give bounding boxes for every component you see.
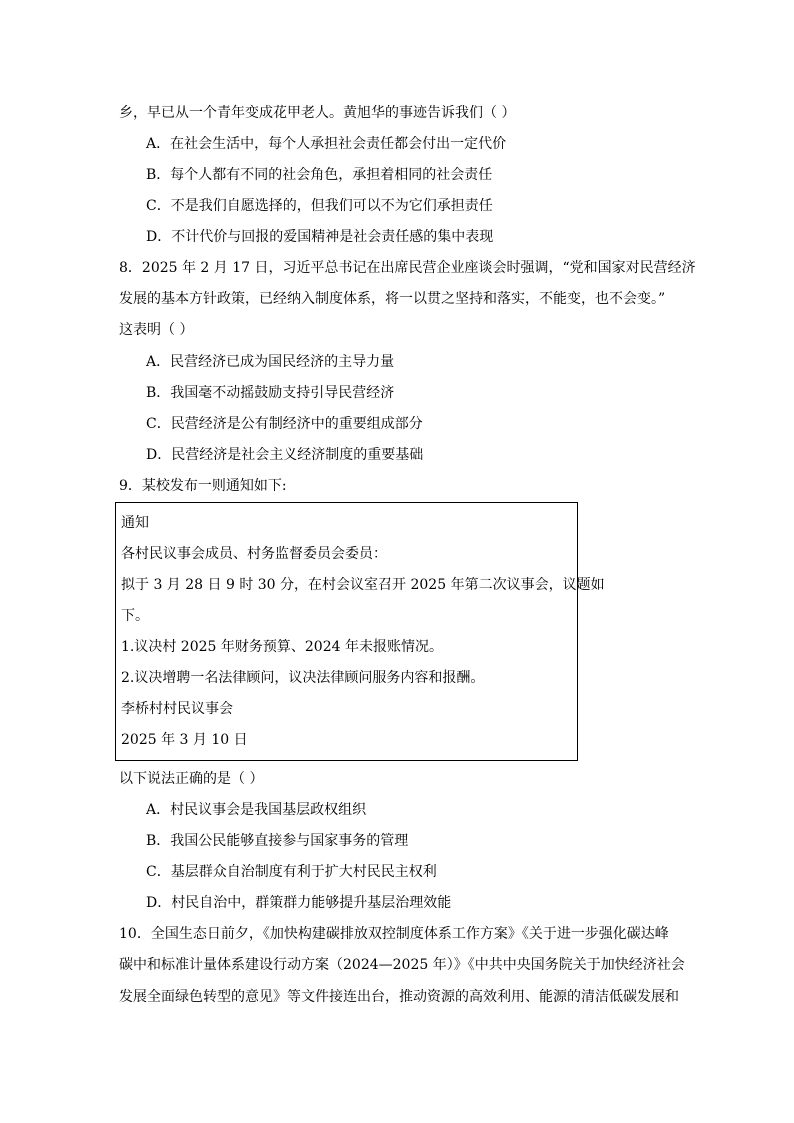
- notice-box: [115, 502, 605, 761]
- q8-stem-line-1: 8．2025 年 2 月 17 日，习近平总书记在出席民营企业座谈会时强调，“党和国家对民营经济: [119, 260, 696, 276]
- q7-option-d: D．不计代价与回报的爱国精神是社会责任感的集中表现: [146, 229, 494, 245]
- q9-option-c: C．基层群众自治制度有利于扩大村民民主权利: [146, 864, 437, 880]
- q10-stem-line-1: 10．全国生态日前夕，《加快构建碳排放双控制度体系工作方案》《关于进一步强化碳达峰: [119, 926, 669, 942]
- notice-signer: 李桥村村民议事会: [121, 701, 233, 717]
- q8-option-c: C．民营经济是公有制经济中的重要组成部分: [146, 416, 423, 432]
- q8-option-d: D．民营经济是社会主义经济制度的重要基础: [146, 447, 424, 463]
- notice-item-1: 1.议决村 2025 年财务预算、2024 年未报账情况。: [121, 639, 443, 655]
- q7-option-c: C．不是我们自愿选择的，但我们可以不为它们承担责任: [146, 198, 493, 214]
- q8-option-a: A．民营经济已成为国民经济的主导力量: [146, 354, 395, 370]
- q9-option-d: D．村民自治中，群策群力能够提升基层治理效能: [146, 895, 452, 911]
- q7-option-b: B．每个人都有不同的社会角色，承担着相同的社会责任: [146, 167, 493, 183]
- notice-item-2: 2.议决增聘一名法律顾问，议决法律顾问服务内容和报酬。: [121, 670, 485, 686]
- q9-question: 以下说法正确的是（ ）: [119, 771, 264, 787]
- q8-option-b: B．我国毫不动摇鼓励支持引导民营经济: [146, 385, 395, 401]
- q7-stem-continuation: 乡，早已从一个青年变成花甲老人。黄旭华的事迹告诉我们（ ）: [119, 105, 516, 121]
- q7-option-a: A．在社会生活中，每个人承担社会责任都会付出一定代价: [146, 136, 507, 152]
- q8-stem-line-2: 发展的基本方针政策，已经纳入制度体系，将一以贯之坚持和落实，不能变，也不会变。”: [119, 291, 666, 307]
- notice-body-line-1: 拟于 3 月 28 日 9 时 30 分，在村会议室召开 2025 年第二次议事会，议题如: [121, 577, 605, 593]
- q10-stem-line-2: 碳中和标准计量体系建设行动方案（2024—2025 年）》《中共中央国务院关于加快经济社会: [119, 957, 685, 973]
- notice-body-line-2: 下。: [121, 608, 149, 624]
- q10-stem-line-3: 发展全面绿色转型的意见》等文件接连出台，推动资源的高效利用、能源的清洁低碳发展和: [119, 989, 679, 1005]
- notice-date: 2025 年 3 月 10 日: [121, 732, 248, 748]
- q8-stem-line-3: 这表明（ ）: [119, 322, 194, 338]
- q9-option-a: A．村民议事会是我国基层政权组织: [146, 802, 367, 818]
- notice-recipient: 各村民议事会成员、村务监督委员会委员：: [121, 546, 387, 562]
- notice-title: 通知: [121, 515, 149, 531]
- q9-option-b: B．我国公民能够直接参与国家事务的管理: [146, 833, 409, 849]
- q9-stem: 9．某校发布一则通知如下:: [119, 478, 287, 494]
